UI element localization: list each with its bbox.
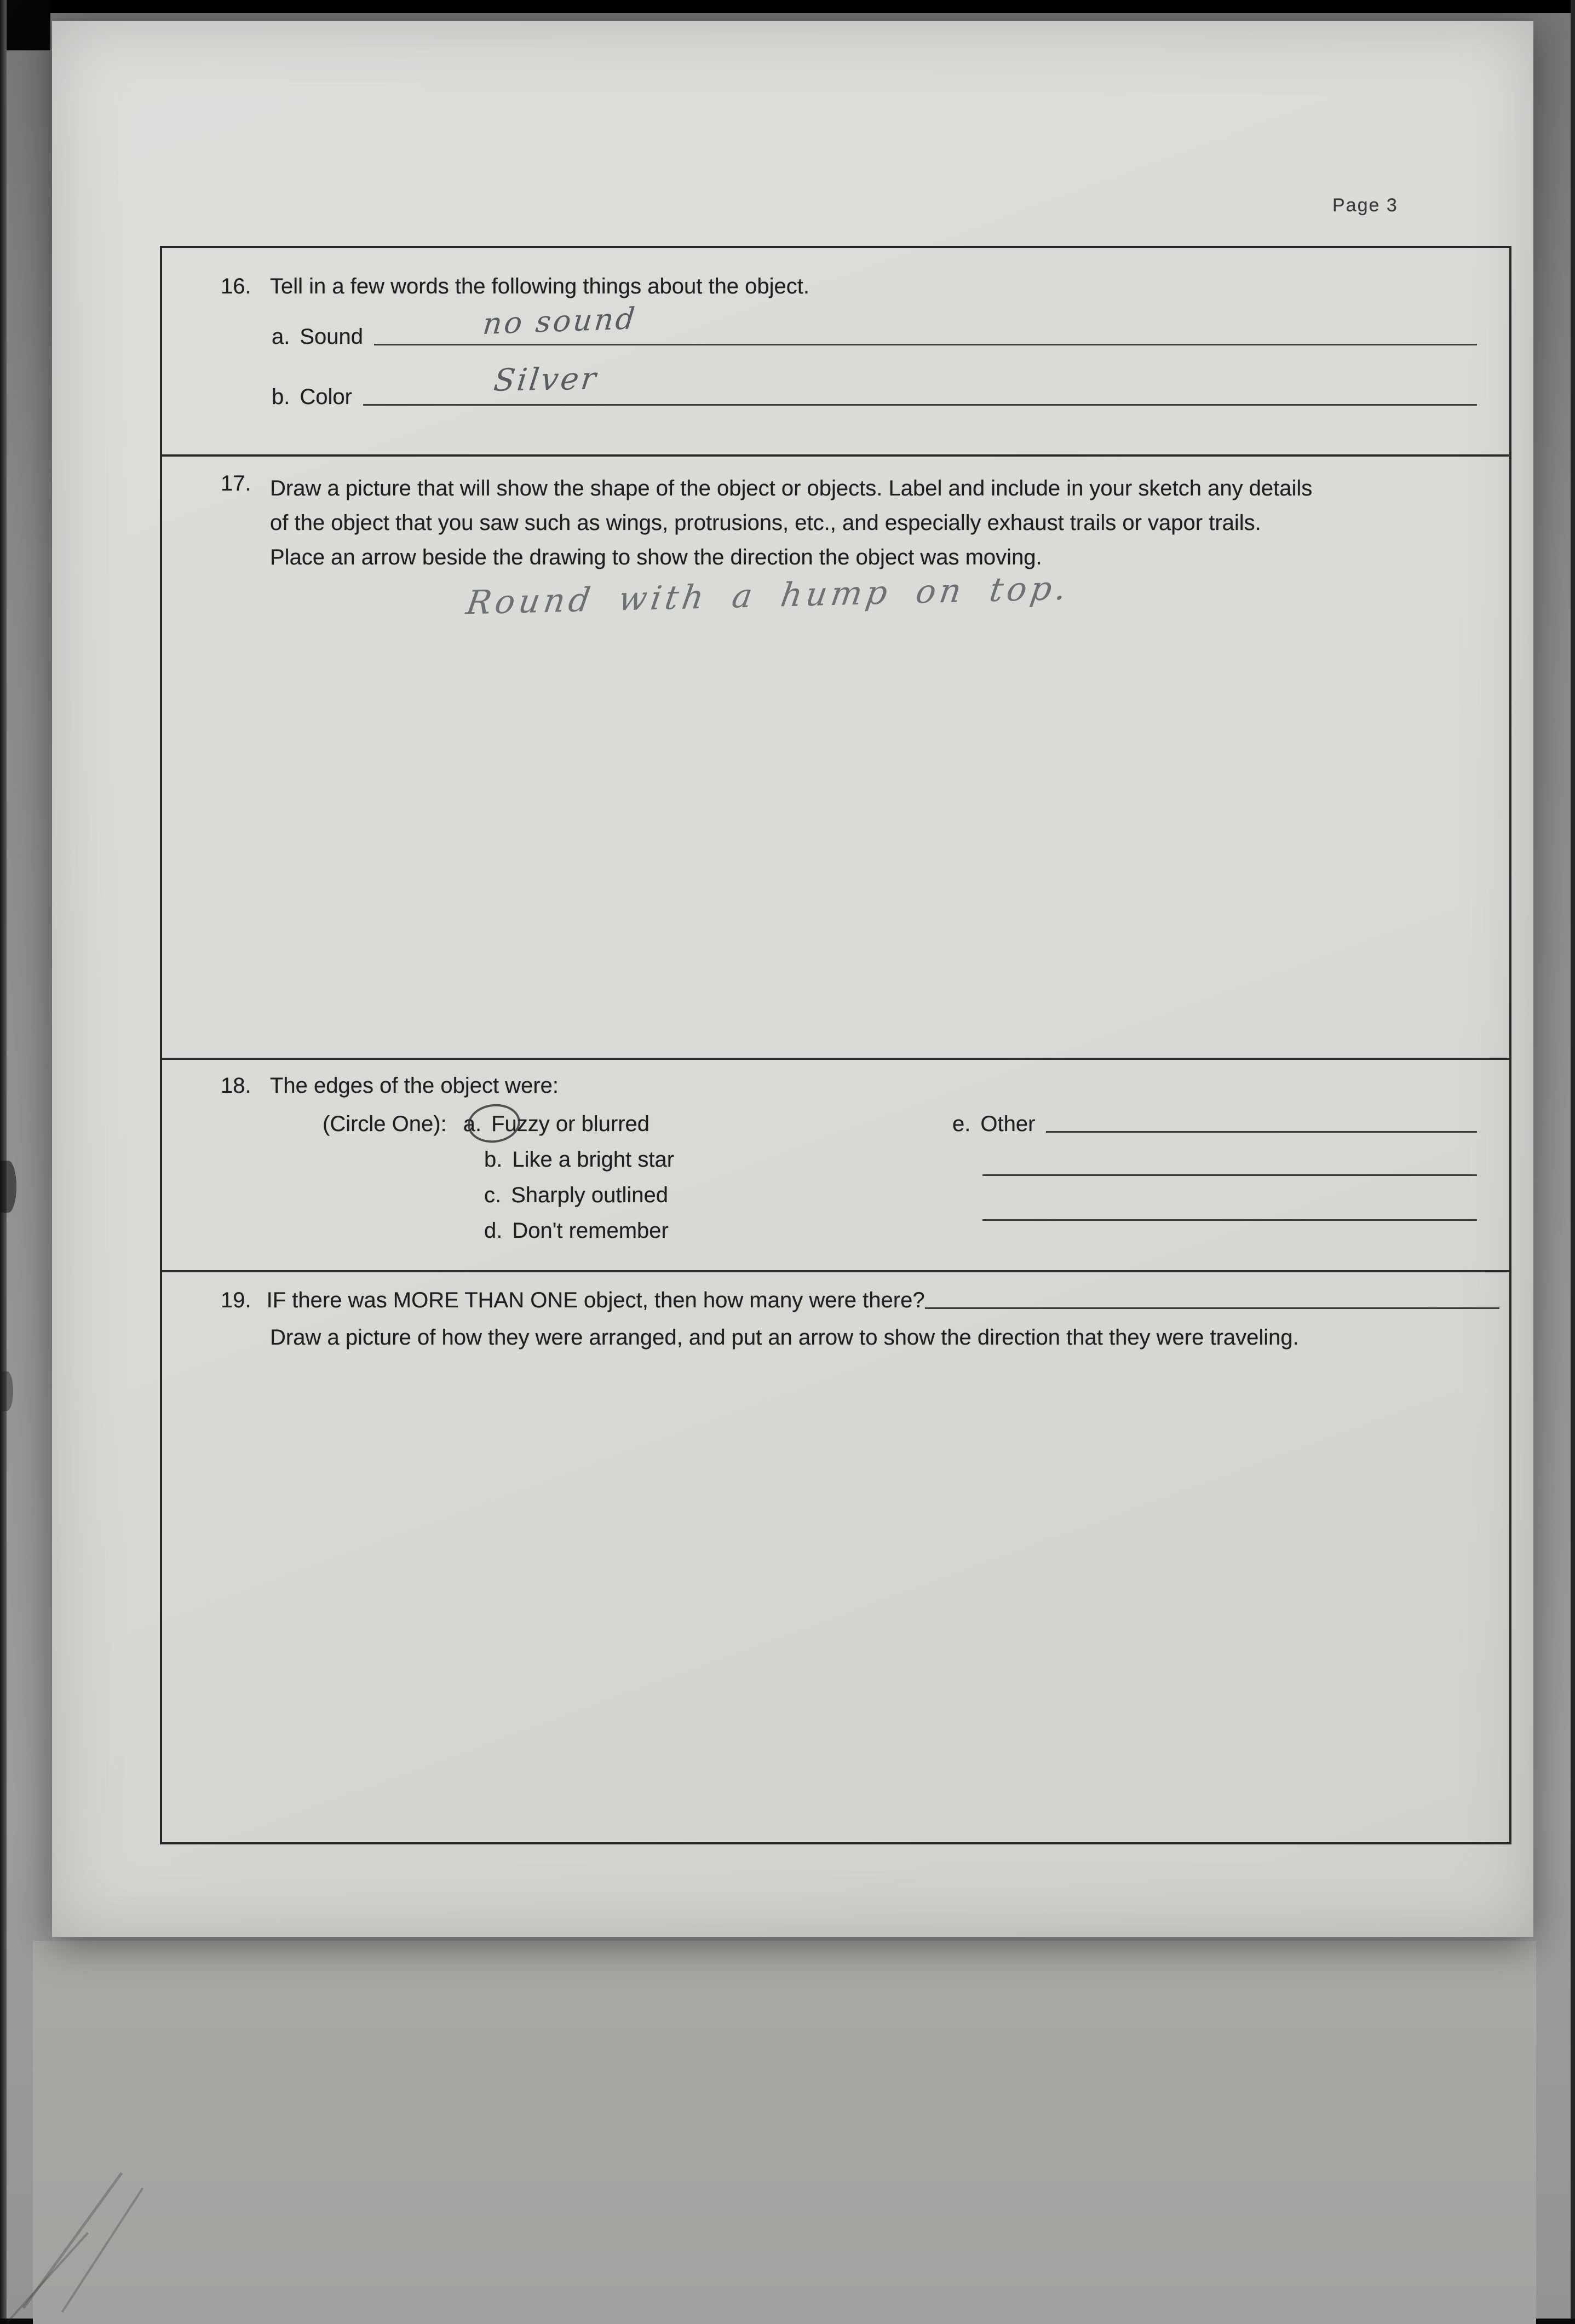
paper-sheet [52,21,1533,1937]
field-color-key: b. [272,385,290,409]
option-b-key: b. [484,1147,503,1172]
question-19-instruction: Draw a picture of how they were arranged, and put an arrow to show the direction that they were traveling. [270,1325,1299,1350]
option-e-key: e. [952,1112,971,1136]
option-c-key: c. [484,1183,502,1207]
question-17-text [270,471,1497,575]
section-divider-2 [162,1058,1509,1060]
backing-sheet [33,1941,1536,2324]
question-19-text: IF there was MORE THAN ONE object, then how many were there? [266,1288,925,1312]
field-color-blank-line [363,404,1477,406]
question-18-text: The edges of the object were: [270,1074,559,1098]
handwritten-answer-sound: no sound [481,301,639,342]
handwritten-circle-mark [465,1101,522,1145]
option-d-key: d. [484,1219,503,1243]
scan-edge-right [1571,0,1575,2324]
circle-one-instruction: (Circle One): [323,1112,447,1136]
field-sound-key: a. [272,325,290,349]
question-17-line-1: Draw a picture that will show the shape of the object or objects. Label and include in your sketch any details [270,476,1313,500]
question-17-line-2: of the object that you saw such as wings, protrusions, etc., and especially exhaust trails or vapor trails. [270,511,1261,535]
page-number: Page 3 [1332,195,1398,216]
option-e-label: Other [980,1112,1036,1136]
other-blank-line-1 [1046,1131,1477,1133]
how-many-blank-line [925,1307,1499,1309]
other-blank-line-2 [982,1174,1477,1176]
section-divider-1 [162,454,1509,457]
scan-corner-mark [0,0,50,50]
question-19-row [221,1288,1499,1313]
handwritten-answer-color: Silver [492,361,600,399]
option-b-label: Like a bright star [512,1147,675,1172]
option-e-row [952,1112,1477,1137]
other-blank-line-3 [982,1219,1477,1221]
option-a-label: Fuzzy or blurred [491,1112,650,1136]
drawing-area-q19 [168,1376,1504,1836]
field-sound-row [272,301,1477,349]
question-19-number: 19. [221,1288,251,1312]
section-divider-3 [162,1270,1509,1272]
question-18-number: 18. [221,1074,251,1098]
question-16-number: 16. [221,274,251,298]
form-border-box [160,246,1511,1844]
option-c-label: Sharply outlined [511,1183,668,1207]
field-color-label: Color [300,385,352,409]
handwritten-answer-shape: Round with a hump on top. [463,569,1073,622]
field-sound-blank-line [374,344,1477,345]
option-d-label: Don't remember [512,1219,669,1243]
scan-smudge [1,1371,13,1411]
option-d-row [484,1219,669,1243]
question-17-line-3: Place an arrow beside the drawing to show the direction the object was moving. [270,545,1042,569]
scan-smudge [0,1161,16,1213]
field-color-row [272,361,1477,410]
scan-edge-top [0,0,1575,13]
option-c-row [484,1183,668,1208]
question-17-number: 17. [221,471,251,495]
field-sound-label: Sound [300,325,364,349]
question-16-text: Tell in a few words the following things about the object. [270,274,810,298]
option-b-row [484,1147,674,1172]
option-a-key: a. [463,1112,482,1136]
drawing-area-q17 [168,631,1504,1053]
